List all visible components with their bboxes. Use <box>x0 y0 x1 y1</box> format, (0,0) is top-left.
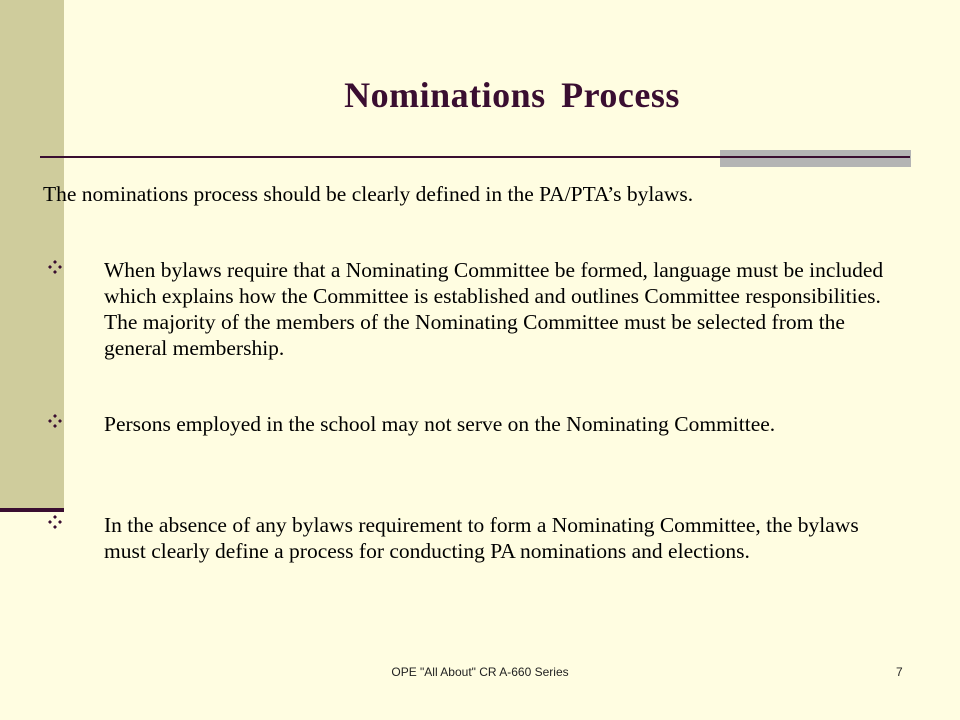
slide-title: Nominations Process <box>344 75 680 115</box>
intro-text: The nominations process should be clearly defined in the PA/PTA’s bylaws. <box>43 182 694 206</box>
title-rule-accent <box>720 150 911 167</box>
page-number: 7 <box>896 665 903 679</box>
footer-text: OPE "All About" CR A-660 Series <box>391 665 569 679</box>
four-diamond-icon <box>48 260 62 274</box>
bullet-text: Persons employed in the school may not serve on the Nominating Committee. <box>104 412 776 436</box>
four-diamond-icon <box>48 414 62 428</box>
left-accent-line <box>0 508 64 512</box>
bullet-text: When bylaws require that a Nominating Committee be formed, language must be included which explains how the Committee is established and outlines Committee responsibilities. The majority of the members of the Nominating Committee must be selected from the general membership. <box>104 258 884 360</box>
bullet-text: In the absence of any bylaws requirement to form a Nominating Committee, the bylaws must clearly define a process for conducting PA nominations and elections. <box>104 513 859 563</box>
left-decorative-band <box>0 0 64 510</box>
title-rule <box>40 156 910 158</box>
four-diamond-icon <box>48 515 62 529</box>
